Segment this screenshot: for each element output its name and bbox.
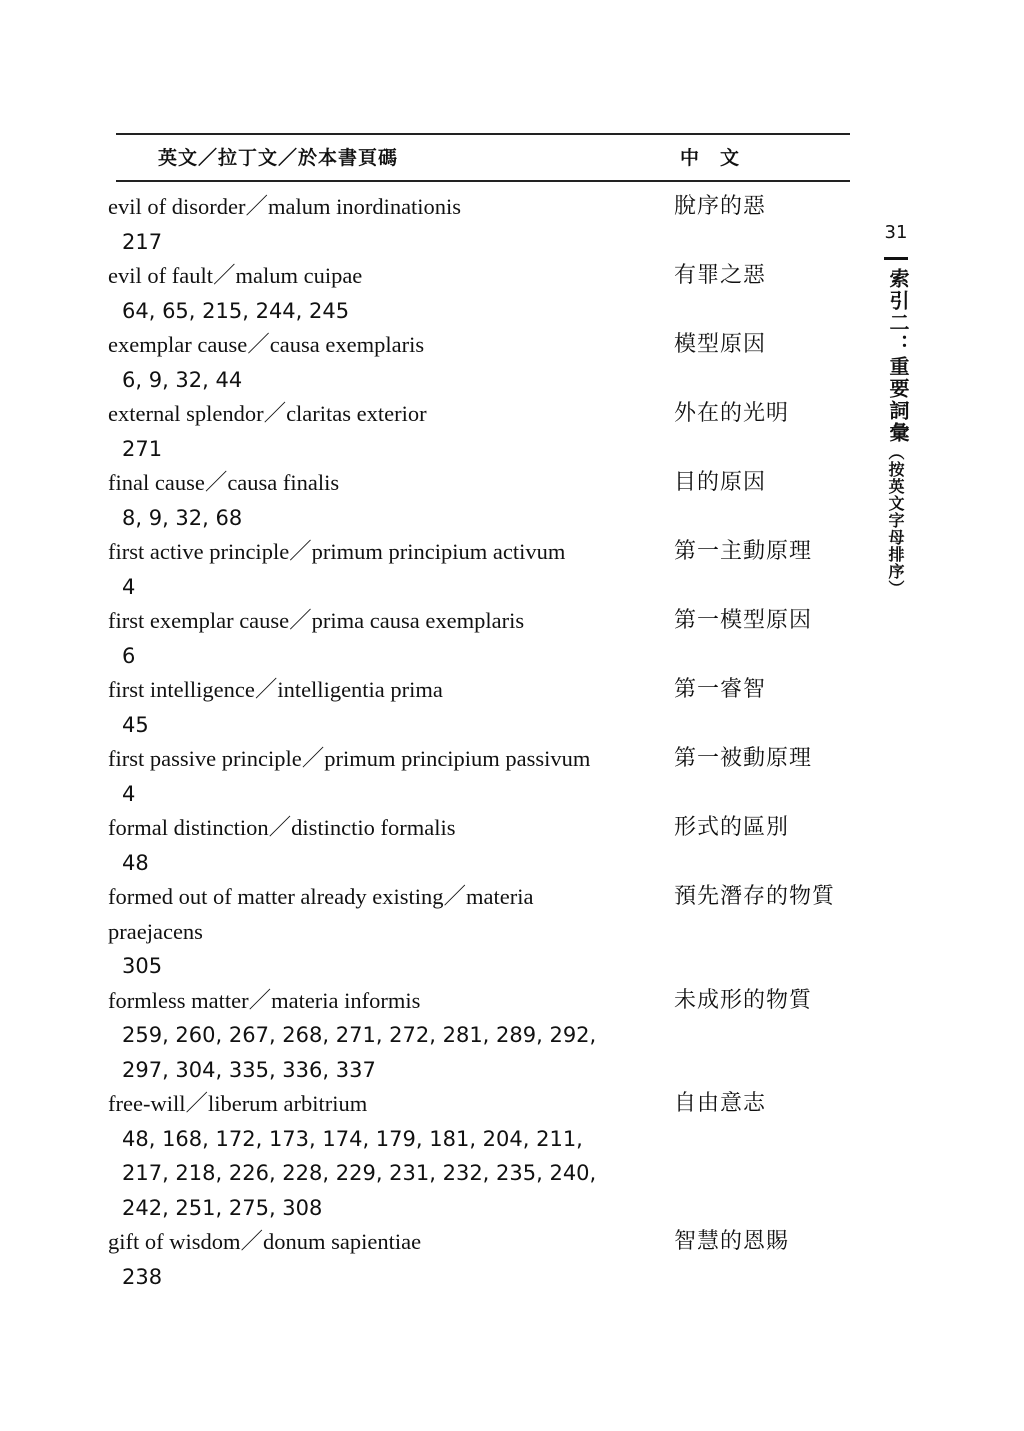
entry-pages: 305 (122, 954, 163, 978)
entry-chinese: 智慧的恩賜 (674, 1229, 790, 1254)
index-entry (108, 984, 868, 1088)
entry-pages: 45 (122, 712, 149, 737)
entry-term: exemplar cause／causa exemplaris (108, 332, 425, 357)
index-entry (108, 673, 868, 742)
entry-chinese: 形式的區別 (674, 815, 790, 840)
entry-chinese: 預先潛存的物質 (674, 884, 836, 909)
entry-pages: 48 (122, 850, 149, 875)
entry-pages: 8, 9, 32, 68 (122, 505, 243, 530)
entry-term: external splendor／claritas exterior (108, 401, 427, 426)
side-running-head (884, 222, 908, 597)
index-entry (108, 535, 868, 604)
section-subtitle: （按英文字母排序） (886, 444, 905, 597)
top-rule (116, 133, 850, 135)
side-rule (884, 257, 908, 260)
index-entry (108, 466, 868, 535)
entry-pages: 48, 168, 172, 173, 174, 179, 181, 204, 211, 217, 218, 226, 228, 229, 231, 232, 235, 240, 242, 251, 275, 308 (122, 1126, 597, 1220)
entry-chinese: 第一睿智 (674, 677, 767, 702)
entry-term: gift of wisdom／donum sapientiae (108, 1229, 422, 1254)
entry-chinese: 未成形的物質 (674, 987, 813, 1013)
index-entry (108, 328, 868, 397)
entry-term: first passive principle／primum principium passivum (108, 746, 591, 771)
index-entry (108, 880, 868, 984)
entry-chinese: 脫序的惡 (674, 194, 767, 219)
entry-pages: 4 (122, 574, 136, 599)
entry-chinese: 第一主動原理 (674, 539, 813, 564)
section-title: 索引二：重要詞彙 (886, 268, 910, 444)
entry-pages: 271 (122, 436, 163, 461)
page-number: 31 (884, 222, 908, 243)
index-entry (108, 1087, 868, 1225)
index-entry (108, 742, 868, 811)
index-entries (108, 190, 868, 1294)
header-english-latin-pages: 英文／拉丁文／於本書頁碼 (158, 147, 399, 169)
index-entry (108, 1225, 868, 1294)
entry-term: first intelligence／intelligentia prima (108, 677, 443, 702)
entry-pages: 217 (122, 229, 163, 254)
entry-term: final cause／causa finalis (108, 470, 340, 495)
entry-term: first exemplar cause／prima causa exemplaris (108, 608, 525, 633)
entry-term: evil of fault／malum cuipae (108, 263, 363, 288)
index-entry (108, 259, 868, 328)
entry-pages: 64, 65, 215, 244, 245 (122, 298, 350, 323)
header-chinese: 中 文 (680, 147, 741, 169)
entry-chinese: 目的原因 (674, 470, 767, 495)
entry-term: free-will／liberum arbitrium (108, 1091, 368, 1116)
entry-chinese: 外在的光明 (674, 401, 790, 426)
entry-pages: 259, 260, 267, 268, 271, 272, 281, 289, 292, 297, 304, 335, 336, 337 (122, 1023, 597, 1082)
entry-chinese: 有罪之惡 (674, 263, 767, 288)
entry-term: evil of disorder／malum inordinationis (108, 194, 462, 219)
entry-pages: 6, 9, 32, 44 (122, 367, 243, 392)
index-entry (108, 811, 868, 880)
header-rule (116, 180, 850, 182)
entry-chinese: 第一被動原理 (674, 746, 813, 771)
index-entry (108, 604, 868, 673)
entry-pages: 6 (122, 643, 136, 668)
index-entry (108, 397, 868, 466)
entry-term: first active principle／primum principium activum (108, 539, 566, 564)
entry-pages: 4 (122, 781, 136, 806)
entry-term-text: formed out of matter already existing／materia praejacens (108, 884, 534, 944)
entry-chinese: 第一模型原因 (674, 608, 813, 633)
entry-pages: 238 (122, 1264, 163, 1289)
index-entry (108, 190, 868, 259)
entry-term: formal distinction／distinctio formalis (108, 815, 456, 840)
entry-term: formless matter／materia informis (108, 987, 421, 1013)
entry-chinese: 模型原因 (674, 332, 767, 357)
entry-chinese: 自由意志 (674, 1091, 767, 1116)
